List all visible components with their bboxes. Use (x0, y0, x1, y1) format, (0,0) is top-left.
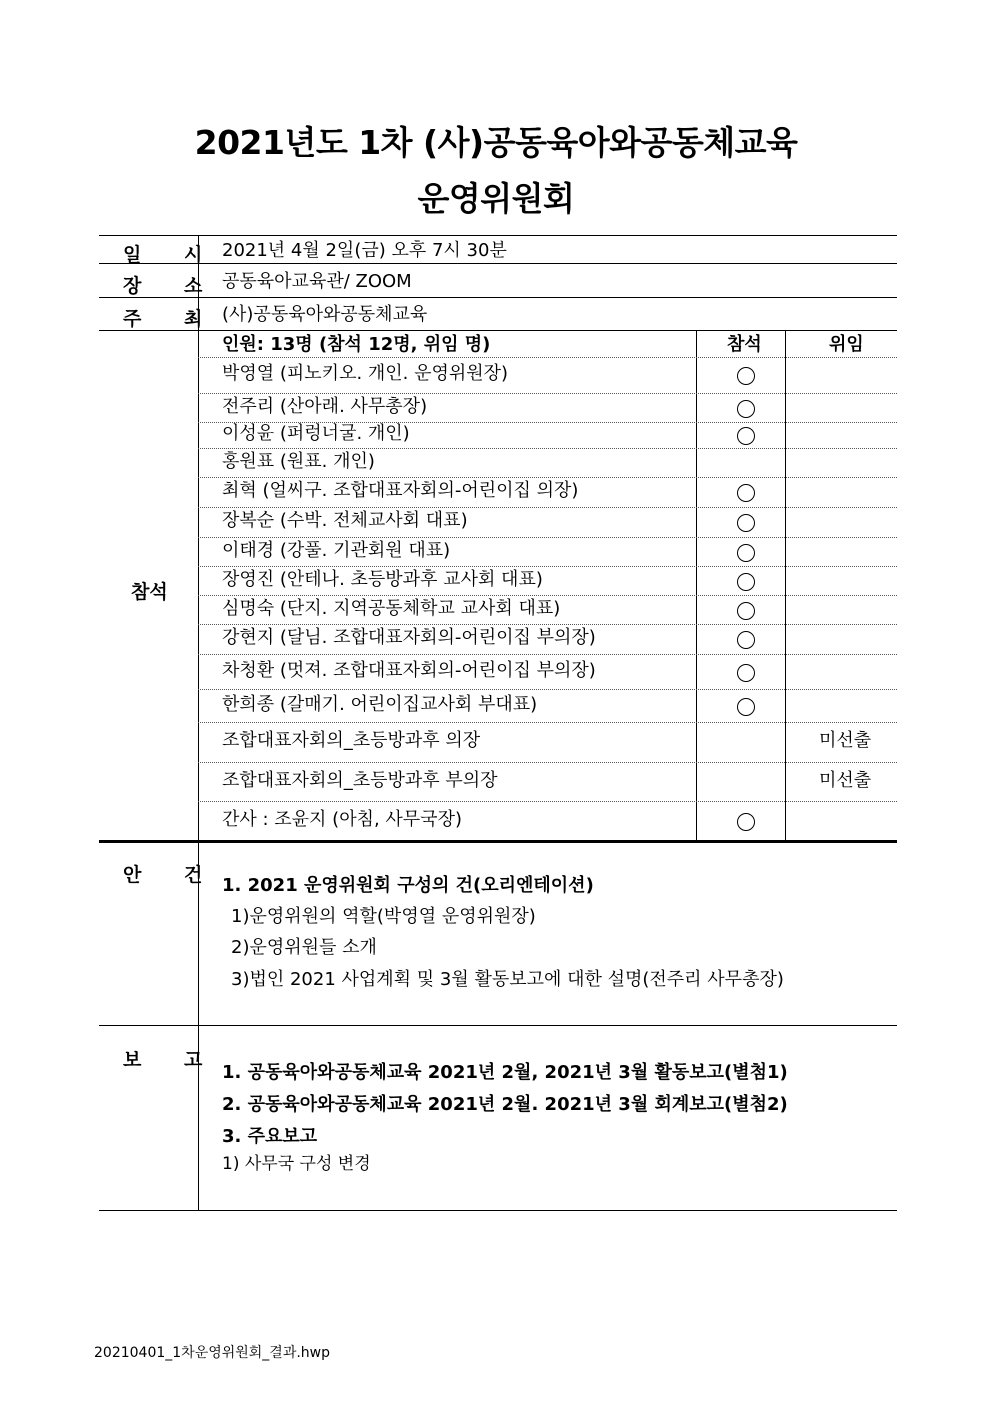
row-divider (198, 477, 897, 478)
report-item: 1. 공동육아와공동체교육 2021년 2월, 2021년 3월 활동보고(별첨1) (222, 1062, 788, 1083)
delegate-column-divider (785, 330, 786, 840)
attendee-name: 조합대표자회의_초등방과후 부의장 (222, 769, 498, 791)
attendee-name: 한희종 (갈매기. 어린이집교사회 부대표) (222, 693, 538, 715)
table-top-border (99, 235, 897, 236)
row-divider (198, 507, 897, 508)
present-mark-icon (737, 813, 755, 831)
attendee-name: 홍원표 (원표. 개인) (222, 450, 375, 472)
document-title-line2: 운영위원회 (417, 179, 575, 218)
row-divider (99, 1025, 897, 1026)
attendee-name: 전주리 (산아래. 사무총장) (222, 395, 428, 417)
attendee-name: 간사 : 조윤지 (아침, 사무국장) (222, 808, 462, 830)
row-divider (198, 801, 897, 802)
row-divider (198, 762, 897, 763)
present-mark-icon (737, 427, 755, 445)
row-divider (198, 448, 897, 449)
present-mark-icon (737, 544, 755, 562)
agenda-heading: 1. 2021 운영위원회 구성의 건(오리엔테이션) (222, 875, 594, 896)
attendance-count: 인원: 13명 (참석 12명, 위임 명) (222, 334, 491, 355)
present-mark-icon (737, 400, 755, 418)
footer-filename: 20210401_1차운영위원회_결과.hwp (94, 1345, 331, 1361)
delegate-status: 미선출 (819, 769, 872, 791)
row-divider (198, 393, 897, 394)
present-mark-icon (737, 514, 755, 532)
row-divider (198, 595, 897, 596)
row-divider (198, 624, 897, 625)
present-mark-icon (737, 631, 755, 649)
attendee-name: 이태경 (강풀. 기관회원 대표) (222, 539, 451, 561)
row-divider (198, 357, 897, 358)
label-host: 주 최 (123, 308, 221, 330)
attendee-name: 최혁 (얼씨구. 조합대표자회의-어린이집 의장) (222, 480, 579, 501)
report-item: 2. 공동육아와공동체교육 2021년 2월. 2021년 3월 회계보고(별첨2) (222, 1094, 788, 1115)
header-delegate: 위임 (829, 334, 864, 355)
agenda-item: 2)운영위원들 소개 (231, 937, 377, 958)
row-divider (198, 566, 897, 567)
agenda-item: 1)운영위원의 역할(박영열 운영위원장) (231, 906, 536, 927)
value-datetime: 2021년 4월 2일(금) 오후 7시 30분 (222, 240, 507, 261)
present-mark-icon (737, 698, 755, 716)
table-bottom-border (99, 1210, 897, 1211)
present-mark-icon (737, 602, 755, 620)
present-mark-icon (737, 367, 755, 385)
document-title-line1: 2021년도 1차 (사)공동육아와공동체교육 (194, 123, 798, 162)
label-datetime: 일 시 (123, 244, 221, 266)
agenda-item: 3)법인 2021 사업계획 및 3월 활동보고에 대한 설명(전주리 사무총장) (231, 969, 784, 990)
attendee-name: 장복순 (수박. 전체교사회 대표) (222, 510, 468, 531)
report-item: 3. 주요보고 (222, 1126, 318, 1147)
row-divider (198, 689, 897, 690)
label-report: 보 고 (123, 1049, 221, 1071)
present-mark-icon (737, 484, 755, 502)
attendee-name: 차청환 (멋져. 조합대표자회의-어린이집 부의장) (222, 659, 596, 681)
row-divider (198, 722, 897, 723)
row-divider (198, 654, 897, 655)
header-present: 참석 (727, 334, 762, 355)
value-place: 공동육아교육관/ ZOOM (222, 271, 412, 292)
attendee-name: 박영열 (피노키오. 개인. 운영위원장) (222, 363, 509, 384)
present-mark-icon (737, 664, 755, 682)
label-place: 장 소 (123, 275, 221, 297)
attendee-name: 강현지 (달님. 조합대표자회의-어린이집 부의장) (222, 627, 596, 648)
attendee-name: 이성윤 (퍼렁너굴. 개인) (222, 423, 410, 444)
value-host: (사)공동육아와공동체교육 (222, 304, 428, 325)
double-divider (99, 840, 897, 843)
attendee-name: 조합대표자회의_초등방과후 의장 (222, 730, 481, 751)
label-agenda: 안 건 (123, 864, 221, 886)
present-mark-icon (737, 573, 755, 591)
label-attendance: 참석 (131, 581, 168, 603)
row-divider (198, 537, 897, 538)
present-column-divider (696, 330, 697, 840)
attendee-name: 심명숙 (단지. 지역공동체학교 교사회 대표) (222, 597, 561, 619)
delegate-status: 미선출 (819, 730, 872, 751)
attendee-name: 장영진 (안테나. 초등방과후 교사회 대표) (222, 568, 543, 590)
report-sub-item: 1) 사무국 구성 변경 (222, 1154, 371, 1174)
